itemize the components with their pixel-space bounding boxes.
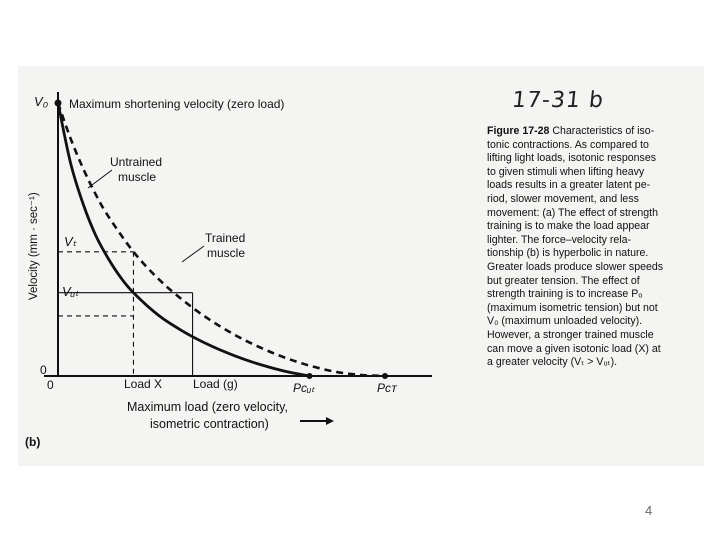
caption-line: tonic contractions. As compared to bbox=[487, 138, 649, 151]
x-tick-load-g: Load (g) bbox=[193, 377, 238, 391]
caption-line: training is to make the load appear bbox=[487, 220, 650, 233]
untrained-label-line1: Untrained bbox=[110, 155, 163, 169]
y-origin-label: 0 bbox=[40, 363, 47, 377]
caption-line: to given stimuli when lifting heavy bbox=[487, 165, 645, 178]
caption-line: a greater velocity (Vₜ > Vᵤₜ). bbox=[487, 356, 618, 369]
y-axis-label: Velocity (mm · sec⁻¹) bbox=[28, 192, 40, 300]
x-tick-pcut: Pᴄᵤₜ bbox=[293, 381, 315, 395]
untrained-label-line2: muscle bbox=[118, 170, 157, 184]
x-origin-label: 0 bbox=[47, 378, 54, 392]
caption-line: can move a given isotonic load (X) at bbox=[487, 342, 661, 355]
x-tick-load-x: Load X bbox=[124, 377, 163, 391]
handwritten-note: 17-31 b bbox=[510, 88, 606, 113]
y-tick-vt: Vₜ bbox=[64, 234, 77, 249]
x-axis-arrow-head bbox=[326, 417, 334, 425]
trained-label-line1: Trained bbox=[205, 231, 246, 245]
caption-line: lighter. The force–velocity rela- bbox=[487, 233, 632, 246]
page-number: 4 bbox=[645, 503, 653, 518]
series-end-point bbox=[382, 373, 388, 379]
caption-line: but greater tension. The effect of bbox=[487, 274, 640, 287]
caption-line: lifting light loads, isotonic responses bbox=[487, 152, 657, 165]
caption-line: strength training is to increase Pₒ bbox=[487, 288, 643, 301]
figure-label: Figure 17-28 bbox=[487, 125, 550, 137]
caption-line: Greater loads produce slower speeds bbox=[487, 260, 664, 273]
caption-line: tionship (b) is hyperbolic in nature. bbox=[487, 247, 649, 260]
caption-line: movement: (a) The effect of strength bbox=[487, 206, 658, 219]
caption-line: riod, slower movement, and less bbox=[487, 192, 639, 205]
figure-caption bbox=[487, 125, 709, 370]
x-axis-label-line2: isometric contraction) bbox=[150, 417, 269, 431]
caption-line-first bbox=[487, 125, 709, 139]
caption-line: loads results in a greater latent pe- bbox=[487, 179, 651, 192]
untrained-leader-line bbox=[88, 170, 112, 188]
x-tick-pct: Pᴄᴛ bbox=[377, 381, 398, 395]
caption-line: Characteristics of iso- bbox=[552, 125, 655, 137]
y-tick-vut: Vᵤₜ bbox=[62, 284, 80, 299]
caption-line: V₀ (maximum unloaded velocity). bbox=[487, 315, 643, 328]
v0-annotation: Maximum shortening velocity (zero load) bbox=[69, 97, 285, 111]
trained-leader-line bbox=[182, 246, 204, 262]
caption-line: (maximum isometric tension) but not bbox=[487, 301, 658, 314]
series-end-point bbox=[307, 373, 313, 379]
panel-label: (b) bbox=[25, 435, 41, 449]
v0-point bbox=[55, 100, 62, 107]
caption-line: However, a stronger trained muscle bbox=[487, 328, 654, 341]
series-line-untrained bbox=[58, 103, 310, 376]
x-axis-label-line1: Maximum load (zero velocity, bbox=[127, 400, 288, 414]
trained-label-line2: muscle bbox=[207, 246, 246, 260]
y-tick-v0: V₀ bbox=[34, 94, 49, 109]
